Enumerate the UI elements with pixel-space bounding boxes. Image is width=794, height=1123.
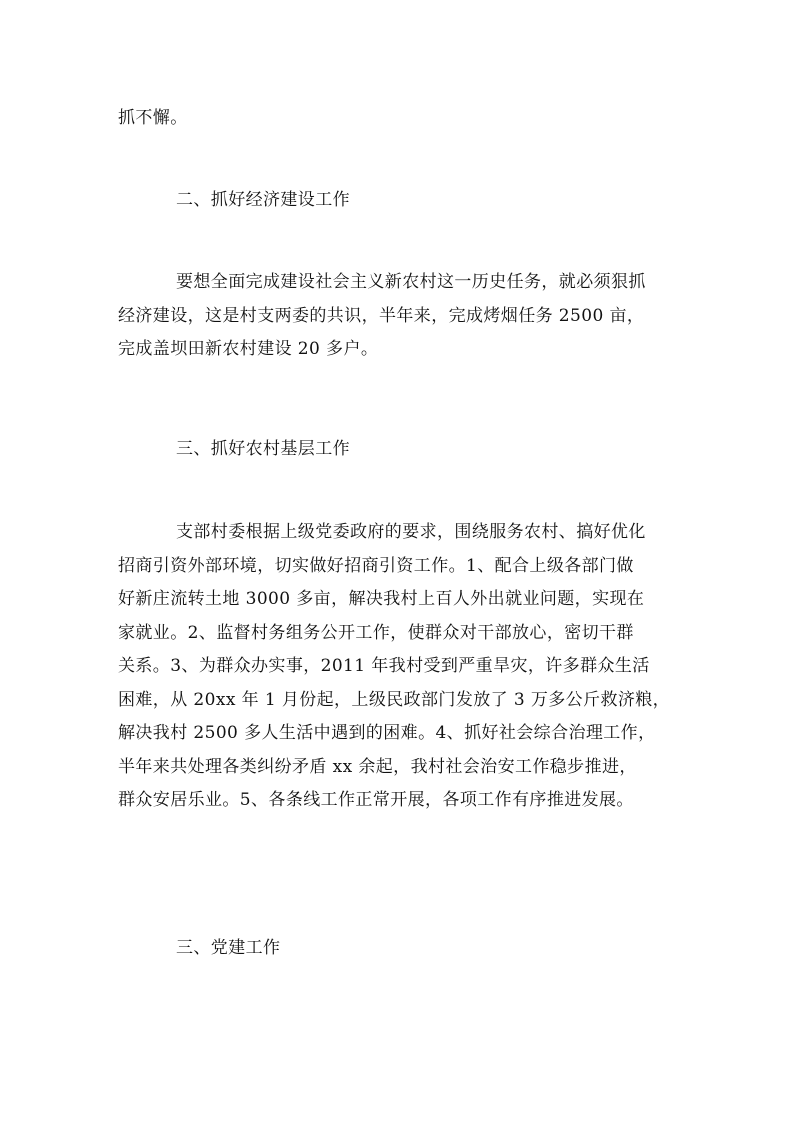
paragraph-line: 群众安居乐业。5、各条线工作正常开展，各项工作有序推进发展。	[118, 790, 634, 810]
paragraph-economy	[118, 266, 690, 367]
paragraph-line: 要想全面完成建设社会主义新农村这一历史任务，就必须狠抓	[176, 272, 646, 292]
paragraph-line: 完成盖坝田新农村建设 20 多户。	[118, 339, 379, 359]
paragraph-line: 经济建设，这是村支两委的共识，半年来，完成烤烟任务 2500 亩，	[118, 305, 645, 326]
paragraph-line: 家就业。2、监督村务组务公开工作，使群众对干部放心，密切干群	[118, 622, 634, 643]
section-heading-economy: 二、抓好经济建设工作	[176, 190, 350, 210]
paragraph-line: 关系。3、为群众办实事，2011 年我村受到严重旱灾，许多群众生活	[118, 656, 650, 676]
paragraph-line: 支部村委根据上级党委政府的要求，围绕服务农村、搞好优化	[176, 522, 646, 542]
section-heading-party-building: 三、党建工作	[176, 938, 281, 958]
section-heading-grassroots: 三、抓好农村基层工作	[176, 439, 350, 459]
paragraph-grassroots	[118, 516, 690, 818]
paragraph-line: 好新庄流转土地 3000 多亩，解决我村上百人外出就业问题，实现在	[118, 589, 645, 609]
paragraph-line: 解决我村 2500 多人生活中遇到的困难。4、抓好社会综合治理工作，	[118, 723, 656, 743]
continuation-paragraph	[118, 102, 690, 136]
paragraph-line: 招商引资外部环境，切实做好招商引资工作。1、配合上级各部门做	[118, 555, 634, 576]
paragraph-line: 困难，从 20xx 年 1 月份起，上级民政部门发放了 3 万多公斤救济粮，	[118, 689, 671, 710]
paragraph-line: 抓不懈。	[118, 108, 188, 128]
paragraph-line: 半年来共处理各类纠纷矛盾 xx 余起，我村社会治安工作稳步推进，	[118, 756, 637, 777]
